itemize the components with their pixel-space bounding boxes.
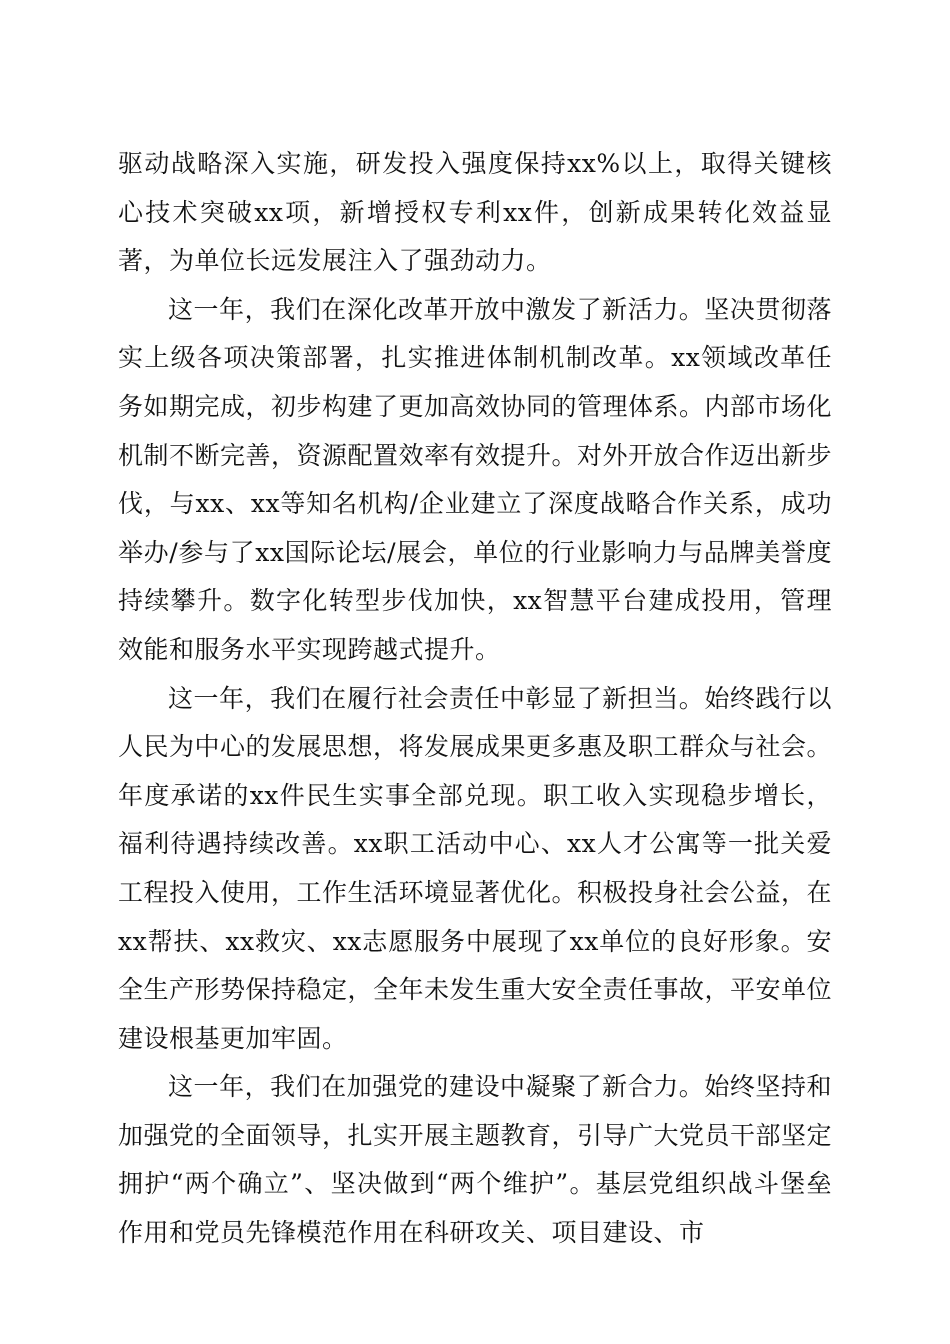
document-body [118,140,832,1258]
paragraph-reform: 这一年，我们在深化改革开放中激发了新活力。坚决贯彻落实上级各项决策部署，扎实推进体制机制改革。xx领域改革任务如期完成，初步构建了更加高效协同的管理体系。内部市场化机制不断完善，资源配置效率有效提升。对外开放合作迈出新步伐，与xx、xx等知名机构/企业建立了深度战略合作关系，成功举办/参与了xx国际论坛/展会，单位的行业影响力与品牌美誉度持续攀升。数字化转型步伐加快，xx智慧平台建成投用，管理效能和服务水平实现跨越式提升。 [118,294,833,664]
paragraph-innovation-continued: 驱动战略深入实施，研发投入强度保持xx%以上，取得关键核心技术突破xx项，新增授权专利xx件，创新成果转化效益显著，为单位长远发展注入了强劲动力。 [118,149,832,276]
paragraph-social-responsibility: 这一年，我们在履行社会责任中彰显了新担当。始终践行以人民为中心的发展思想，将发展成果更多惠及职工群众与社会。年度承诺的xx件民生实事全部兑现。职工收入实现稳步增长，福利待遇持续改善。xx职工活动中心、xx人才公寓等一批关爱工程投入使用，工作生活环境显著优化。积极投身社会公益，在xx帮扶、xx救灾、xx志愿服务中展现了xx单位的良好形象。安全生产形势保持稳定，全年未发生重大安全责任事故，平安单位建设根基更加牢固。 [118,683,833,1053]
paragraph-party-building: 这一年，我们在加强党的建设中凝聚了新合力。始终坚持和加强党的全面领导，扎实开展主题教育，引导广大党员干部坚定拥护“两个确立”、坚决做到“两个维护”。基层党组织战斗堡垒作用和党员先锋模范作用在科研攻关、项目建设、市 [118,1072,833,1248]
